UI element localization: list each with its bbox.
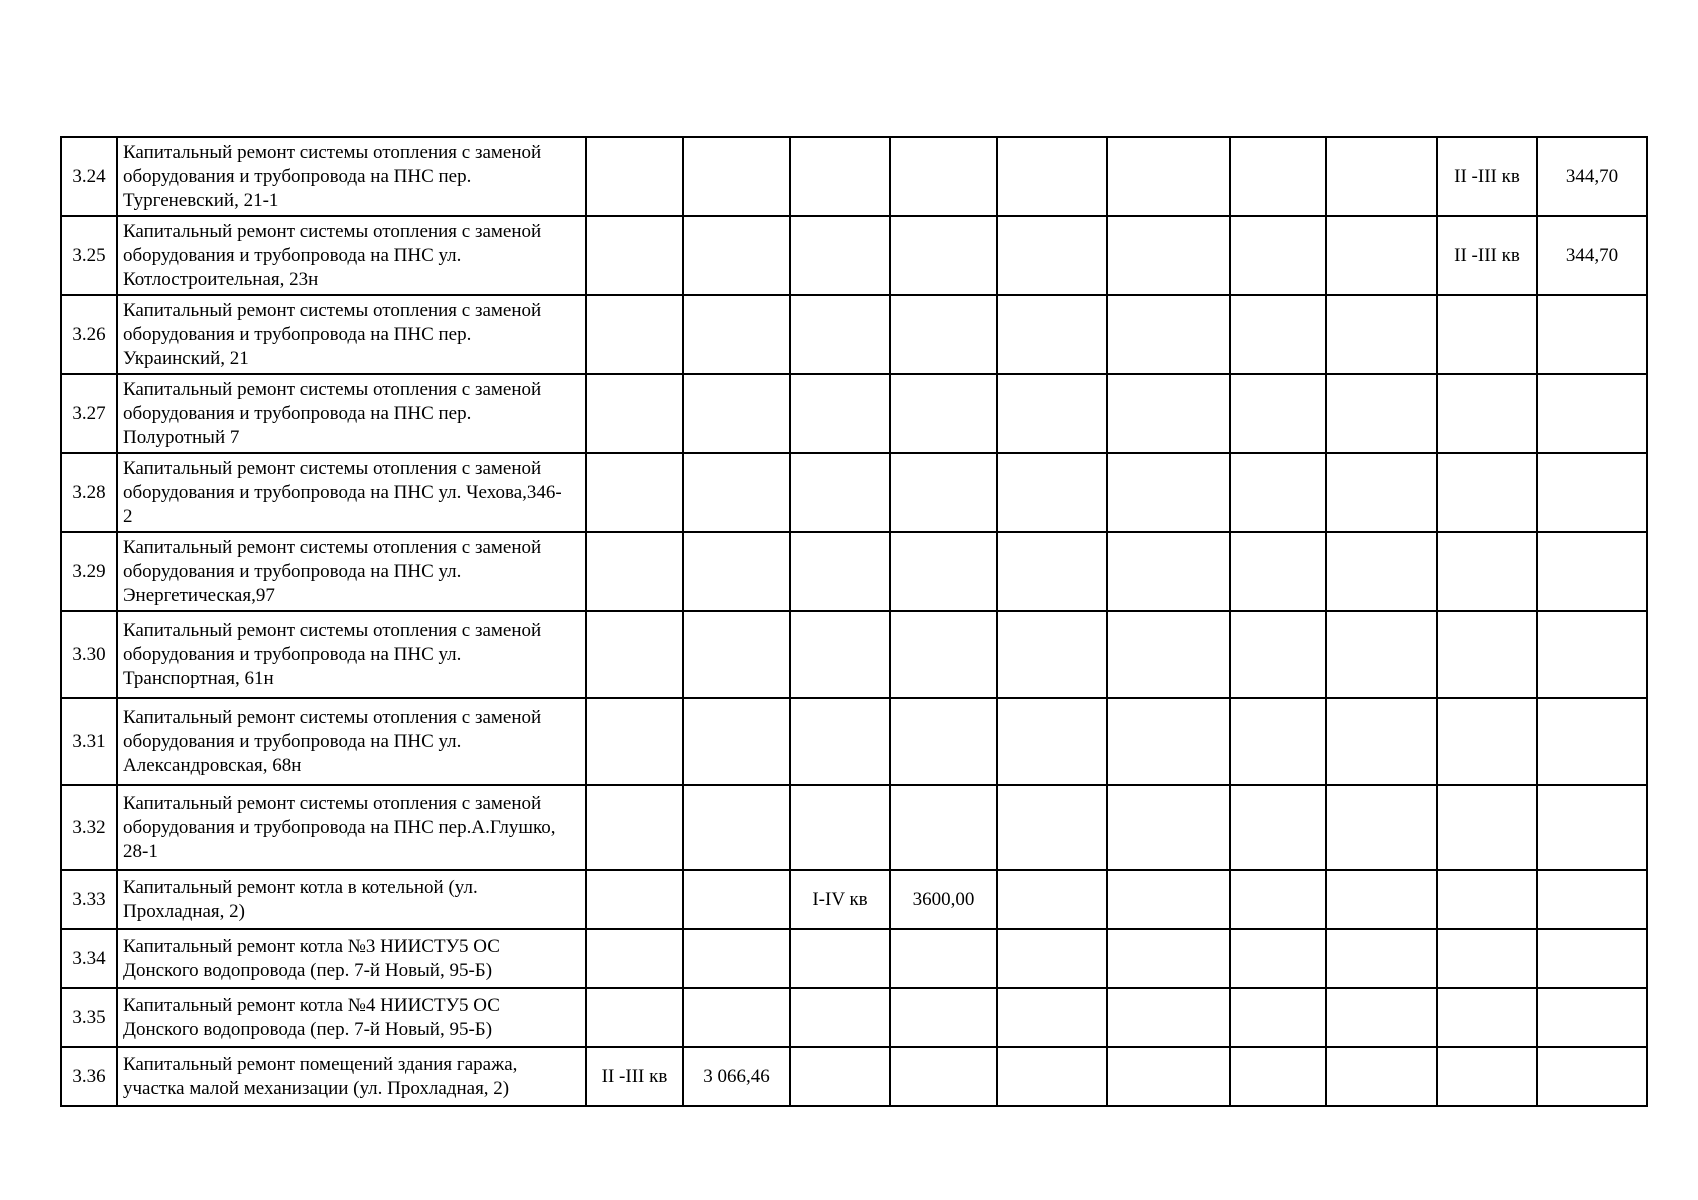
table-row: [61, 988, 1647, 1047]
period-cell: [586, 137, 683, 216]
amount-cell: [683, 870, 790, 929]
period-cell: [790, 532, 890, 611]
amount-cell: [1326, 453, 1437, 532]
period-cell: [997, 611, 1107, 698]
amount-cell: 344,70: [1537, 216, 1647, 295]
amount-cell: [1326, 1047, 1437, 1106]
amount-cell: [890, 988, 997, 1047]
amount-cell: [1326, 137, 1437, 216]
period-cell: [1437, 929, 1537, 988]
amount-cell: [890, 137, 997, 216]
amount-cell: [890, 698, 997, 785]
amount-cell: [683, 453, 790, 532]
amount-cell: [683, 374, 790, 453]
row-number-cell: 3.26: [61, 295, 117, 374]
period-cell: [1437, 1047, 1537, 1106]
row-number-cell: 3.33: [61, 870, 117, 929]
table-row: [61, 374, 1647, 453]
period-cell: [586, 216, 683, 295]
period-cell: [1437, 453, 1537, 532]
amount-cell: [1107, 870, 1230, 929]
amount-cell: [1107, 929, 1230, 988]
amount-cell: [1537, 698, 1647, 785]
amount-cell: [1537, 929, 1647, 988]
amount-cell: [1107, 611, 1230, 698]
amount-cell: [890, 929, 997, 988]
amount-cell: [1326, 870, 1437, 929]
amount-cell: [1537, 785, 1647, 870]
period-cell: [1437, 988, 1537, 1047]
period-cell: [790, 295, 890, 374]
document-page: [60, 136, 1648, 1107]
period-cell: [790, 374, 890, 453]
amount-cell: 3 066,46: [683, 1047, 790, 1106]
period-cell: [1230, 374, 1326, 453]
period-cell: [586, 988, 683, 1047]
row-number-cell: 3.36: [61, 1047, 117, 1106]
table-row: [61, 785, 1647, 870]
period-cell: [586, 870, 683, 929]
work-description-cell: Капитальный ремонт системы отопления с заменой оборудования и трубопровода на ПНС пер. Тургеневский, 21-1: [117, 137, 586, 216]
amount-cell: [1107, 216, 1230, 295]
amount-cell: [890, 216, 997, 295]
period-cell: [586, 453, 683, 532]
period-cell: [997, 785, 1107, 870]
table-row: [61, 870, 1647, 929]
work-description-cell: Капитальный ремонт котла №4 НИИСТУ5 ОС Донского водопровода (пер. 7-й Новый, 95-Б): [117, 988, 586, 1047]
amount-cell: [1537, 870, 1647, 929]
period-cell: [790, 1047, 890, 1106]
period-cell: [790, 137, 890, 216]
amount-cell: [1326, 785, 1437, 870]
work-description-cell: Капитальный ремонт системы отопления с заменой оборудования и трубопровода на ПНС пер. Полуротный 7: [117, 374, 586, 453]
table-row: [61, 453, 1647, 532]
amount-cell: [1107, 785, 1230, 870]
period-cell: [586, 929, 683, 988]
table-body: [61, 137, 1647, 1106]
amount-cell: [1537, 374, 1647, 453]
table-row: [61, 611, 1647, 698]
amount-cell: 3600,00: [890, 870, 997, 929]
amount-cell: [1537, 988, 1647, 1047]
amount-cell: [890, 532, 997, 611]
amount-cell: [683, 216, 790, 295]
period-cell: [1230, 870, 1326, 929]
amount-cell: [1107, 988, 1230, 1047]
amount-cell: [1326, 988, 1437, 1047]
period-cell: II -III кв: [1437, 137, 1537, 216]
capital-repair-table: [60, 136, 1648, 1107]
period-cell: [997, 137, 1107, 216]
amount-cell: [1107, 295, 1230, 374]
period-cell: [997, 1047, 1107, 1106]
period-cell: [1230, 453, 1326, 532]
period-cell: [586, 698, 683, 785]
period-cell: [1230, 295, 1326, 374]
table-row: [61, 532, 1647, 611]
period-cell: [1437, 870, 1537, 929]
period-cell: [1230, 929, 1326, 988]
period-cell: [586, 295, 683, 374]
amount-cell: [1107, 137, 1230, 216]
amount-cell: [1326, 295, 1437, 374]
period-cell: [790, 611, 890, 698]
work-description-cell: Капитальный ремонт системы отопления с заменой оборудования и трубопровода на ПНС пер.А.Глушко, 28-1: [117, 785, 586, 870]
amount-cell: [1537, 1047, 1647, 1106]
table-row: [61, 137, 1647, 216]
table-row: [61, 216, 1647, 295]
period-cell: [1437, 611, 1537, 698]
period-cell: [997, 988, 1107, 1047]
period-cell: [997, 698, 1107, 785]
amount-cell: [1107, 374, 1230, 453]
amount-cell: [1537, 611, 1647, 698]
row-number-cell: 3.29: [61, 532, 117, 611]
amount-cell: [890, 453, 997, 532]
period-cell: [997, 216, 1107, 295]
period-cell: [1230, 532, 1326, 611]
row-number-cell: 3.34: [61, 929, 117, 988]
period-cell: [997, 929, 1107, 988]
table-row: [61, 1047, 1647, 1106]
amount-cell: [890, 295, 997, 374]
table-row: [61, 295, 1647, 374]
amount-cell: [1107, 1047, 1230, 1106]
amount-cell: [1107, 453, 1230, 532]
row-number-cell: 3.27: [61, 374, 117, 453]
period-cell: [586, 785, 683, 870]
period-cell: II -III кв: [1437, 216, 1537, 295]
row-number-cell: 3.28: [61, 453, 117, 532]
period-cell: [1230, 216, 1326, 295]
work-description-cell: Капитальный ремонт системы отопления с заменой оборудования и трубопровода на ПНС пер. Украинский, 21: [117, 295, 586, 374]
period-cell: [790, 785, 890, 870]
amount-cell: 344,70: [1537, 137, 1647, 216]
period-cell: [1230, 137, 1326, 216]
amount-cell: [890, 374, 997, 453]
amount-cell: [683, 988, 790, 1047]
amount-cell: [683, 929, 790, 988]
row-number-cell: 3.32: [61, 785, 117, 870]
period-cell: I-IV кв: [790, 870, 890, 929]
amount-cell: [1326, 698, 1437, 785]
period-cell: [1230, 611, 1326, 698]
work-description-cell: Капитальный ремонт системы отопления с заменой оборудования и трубопровода на ПНС ул. Александровская, 68н: [117, 698, 586, 785]
period-cell: [790, 698, 890, 785]
period-cell: [1437, 785, 1537, 870]
period-cell: [1230, 785, 1326, 870]
amount-cell: [890, 611, 997, 698]
period-cell: [997, 453, 1107, 532]
period-cell: [1230, 988, 1326, 1047]
amount-cell: [683, 698, 790, 785]
period-cell: [790, 988, 890, 1047]
amount-cell: [1107, 698, 1230, 785]
period-cell: [1230, 698, 1326, 785]
period-cell: [790, 216, 890, 295]
amount-cell: [683, 295, 790, 374]
period-cell: [586, 532, 683, 611]
work-description-cell: Капитальный ремонт котла в котельной (ул. Прохладная, 2): [117, 870, 586, 929]
period-cell: [1230, 1047, 1326, 1106]
amount-cell: [683, 611, 790, 698]
period-cell: [1437, 532, 1537, 611]
work-description-cell: Капитальный ремонт помещений здания гаража, участка малой механизации (ул. Прохладная, 2): [117, 1047, 586, 1106]
period-cell: [997, 870, 1107, 929]
work-description-cell: Капитальный ремонт системы отопления с заменой оборудования и трубопровода на ПНС ул. Энергетическая,97: [117, 532, 586, 611]
amount-cell: [890, 1047, 997, 1106]
work-description-cell: Капитальный ремонт котла №3 НИИСТУ5 ОС Донского водопровода (пер. 7-й Новый, 95-Б): [117, 929, 586, 988]
work-description-cell: Капитальный ремонт системы отопления с заменой оборудования и трубопровода на ПНС ул. Котлостроительная, 23н: [117, 216, 586, 295]
period-cell: [1437, 698, 1537, 785]
period-cell: [1437, 295, 1537, 374]
table-row: [61, 698, 1647, 785]
amount-cell: [1326, 532, 1437, 611]
amount-cell: [890, 785, 997, 870]
period-cell: [586, 374, 683, 453]
amount-cell: [1326, 216, 1437, 295]
period-cell: [790, 929, 890, 988]
amount-cell: [1537, 453, 1647, 532]
row-number-cell: 3.35: [61, 988, 117, 1047]
amount-cell: [683, 137, 790, 216]
period-cell: [586, 611, 683, 698]
amount-cell: [1107, 532, 1230, 611]
period-cell: [1437, 374, 1537, 453]
row-number-cell: 3.25: [61, 216, 117, 295]
period-cell: [790, 453, 890, 532]
amount-cell: [1537, 295, 1647, 374]
amount-cell: [1537, 532, 1647, 611]
period-cell: [997, 295, 1107, 374]
row-number-cell: 3.31: [61, 698, 117, 785]
amount-cell: [683, 785, 790, 870]
work-description-cell: Капитальный ремонт системы отопления с заменой оборудования и трубопровода на ПНС ул. Транспортная, 61н: [117, 611, 586, 698]
amount-cell: [683, 532, 790, 611]
work-description-cell: Капитальный ремонт системы отопления с заменой оборудования и трубопровода на ПНС ул. Чехова,346- 2: [117, 453, 586, 532]
period-cell: [997, 532, 1107, 611]
table-row: [61, 929, 1647, 988]
amount-cell: [1326, 374, 1437, 453]
period-cell: II -III кв: [586, 1047, 683, 1106]
amount-cell: [1326, 929, 1437, 988]
amount-cell: [1326, 611, 1437, 698]
period-cell: [997, 374, 1107, 453]
row-number-cell: 3.24: [61, 137, 117, 216]
row-number-cell: 3.30: [61, 611, 117, 698]
